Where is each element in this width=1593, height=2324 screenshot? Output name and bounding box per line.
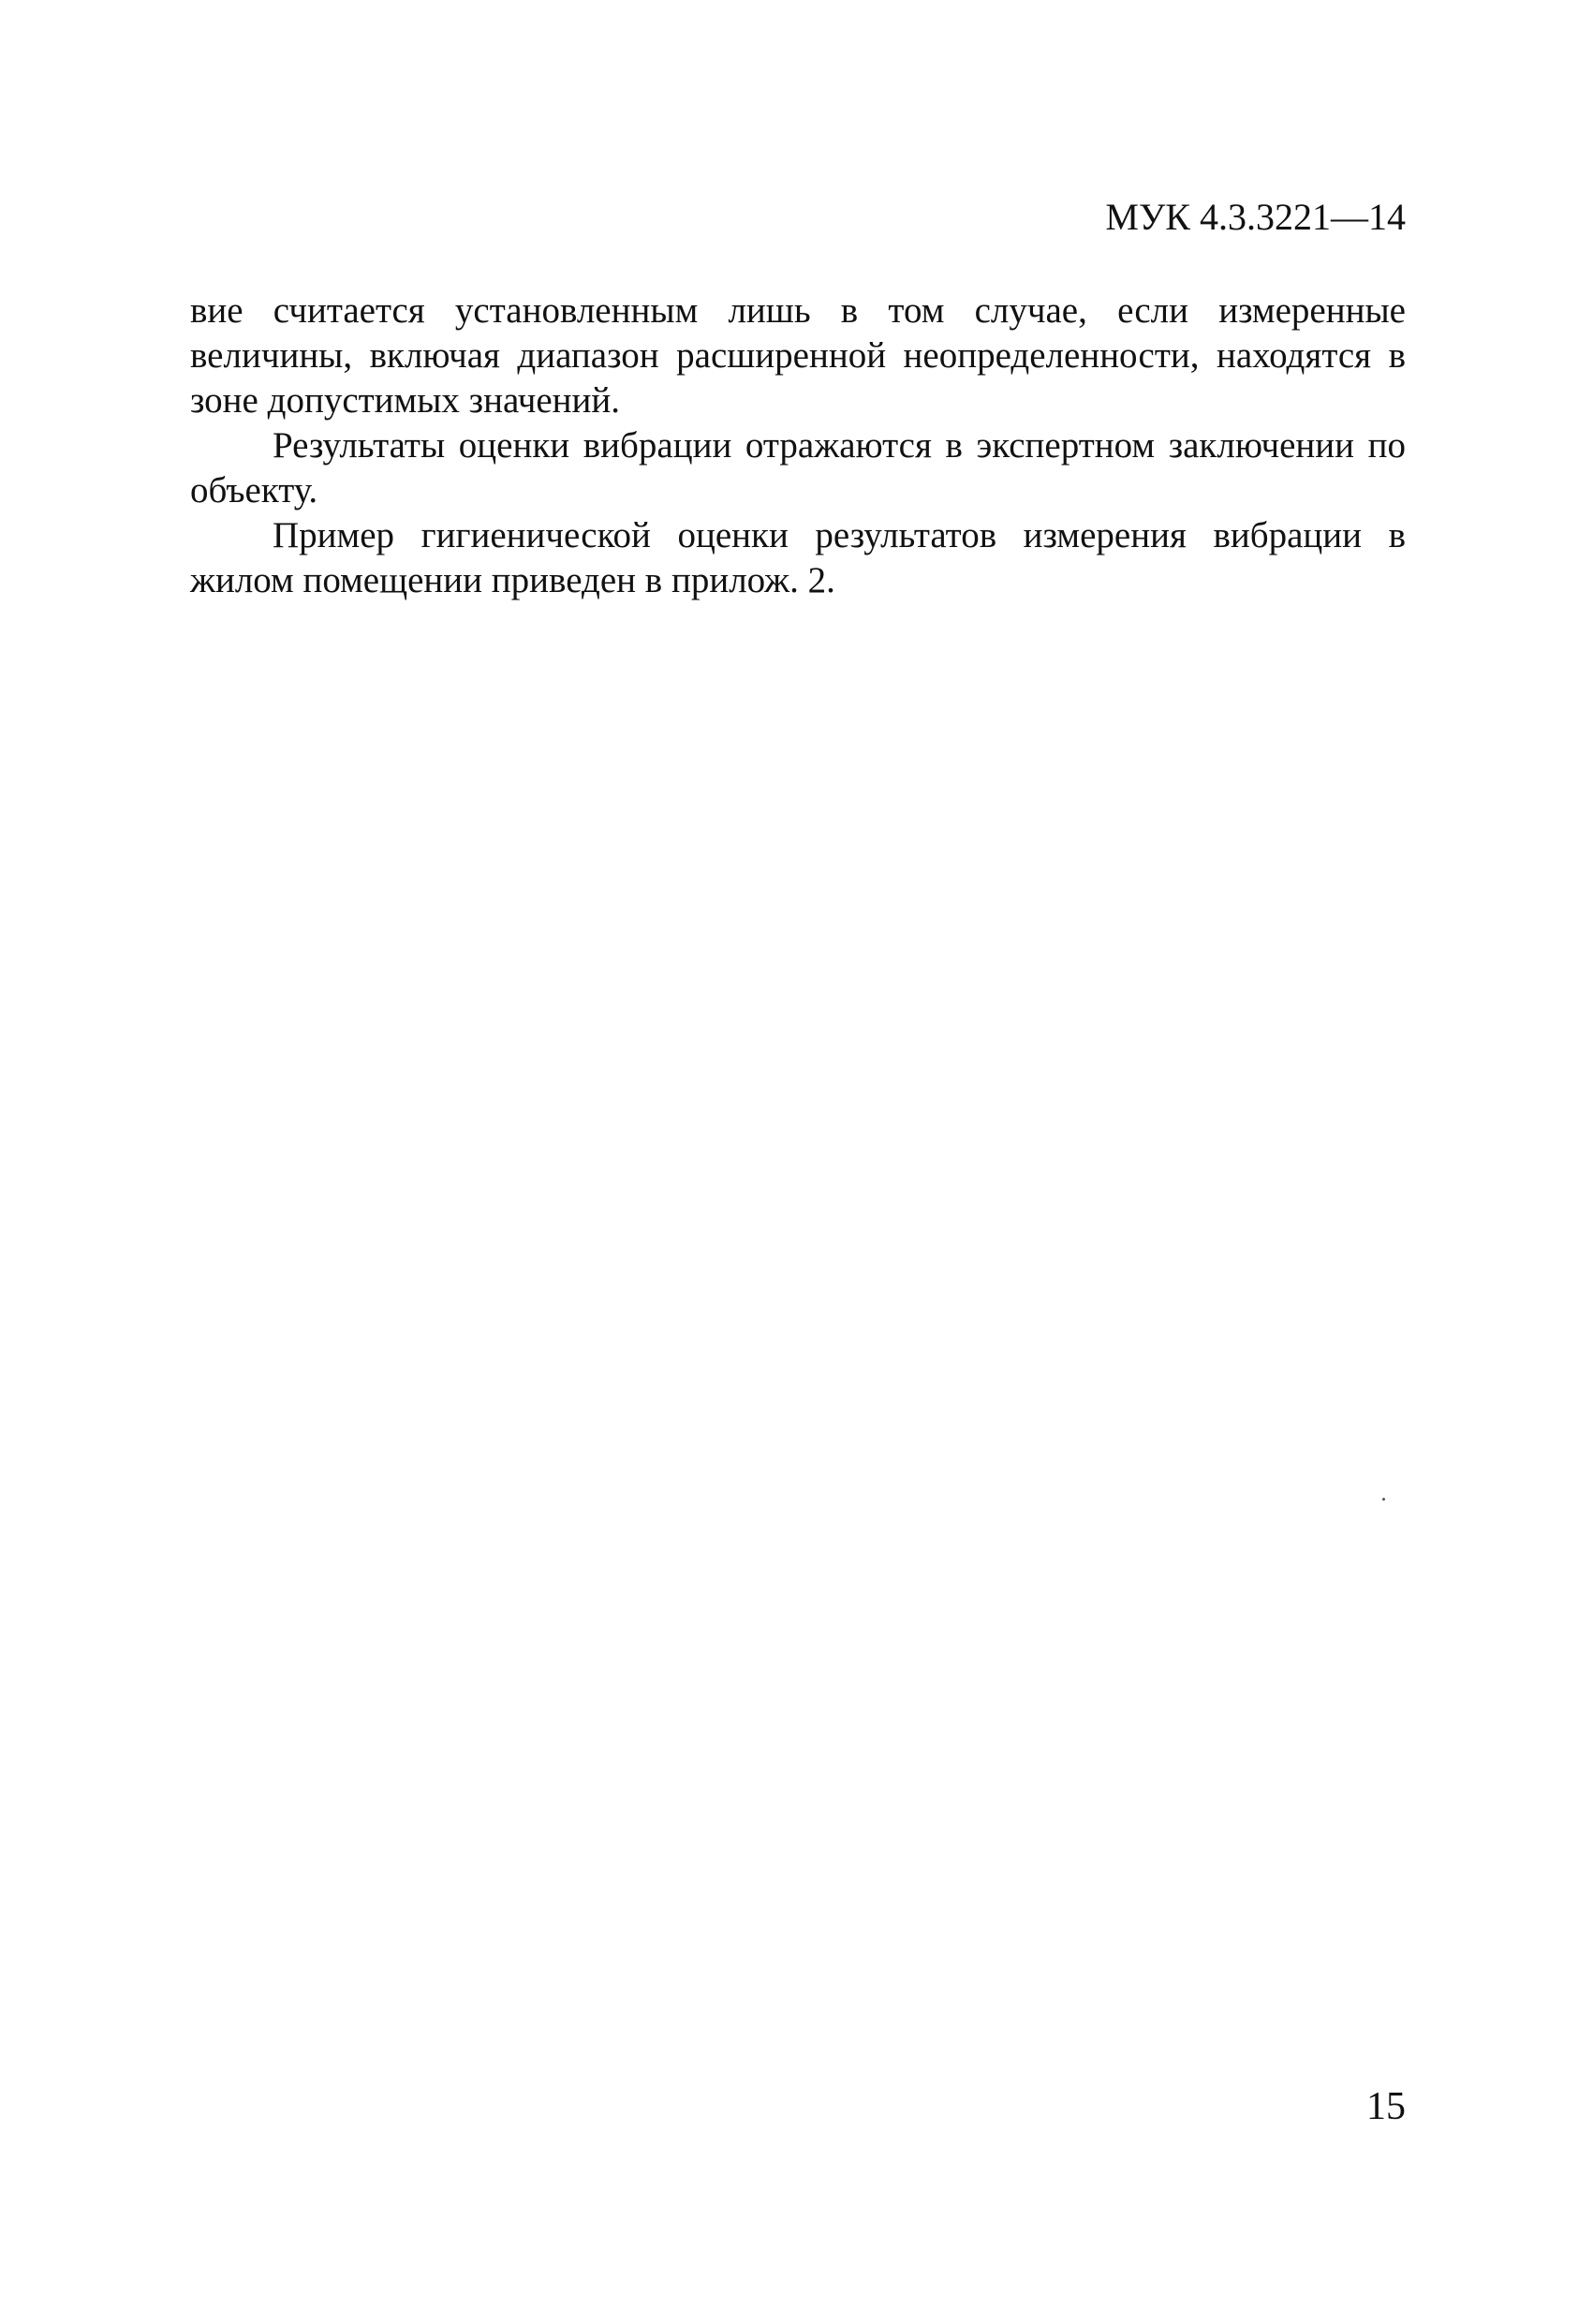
scan-speck xyxy=(1382,1498,1385,1501)
body-text xyxy=(190,289,1406,603)
paragraph-example: Пример гигиенической оценки результатов измерения вибрации в жилом помещении приведен в прилож. 2. xyxy=(190,515,1406,600)
document-code-header: МУК 4.3.3221—14 xyxy=(1105,196,1406,238)
paragraph-results: Результаты оценки вибрации отражаются в экспертном заключении по объекту. xyxy=(190,425,1406,511)
paragraph-continuation: вие считается установленным лишь в том случае, если измеренные величины, включая диапазон расширенной неопределенности, находятся в зоне допустимых значений. xyxy=(190,290,1406,421)
page-number: 15 xyxy=(1366,2085,1406,2128)
